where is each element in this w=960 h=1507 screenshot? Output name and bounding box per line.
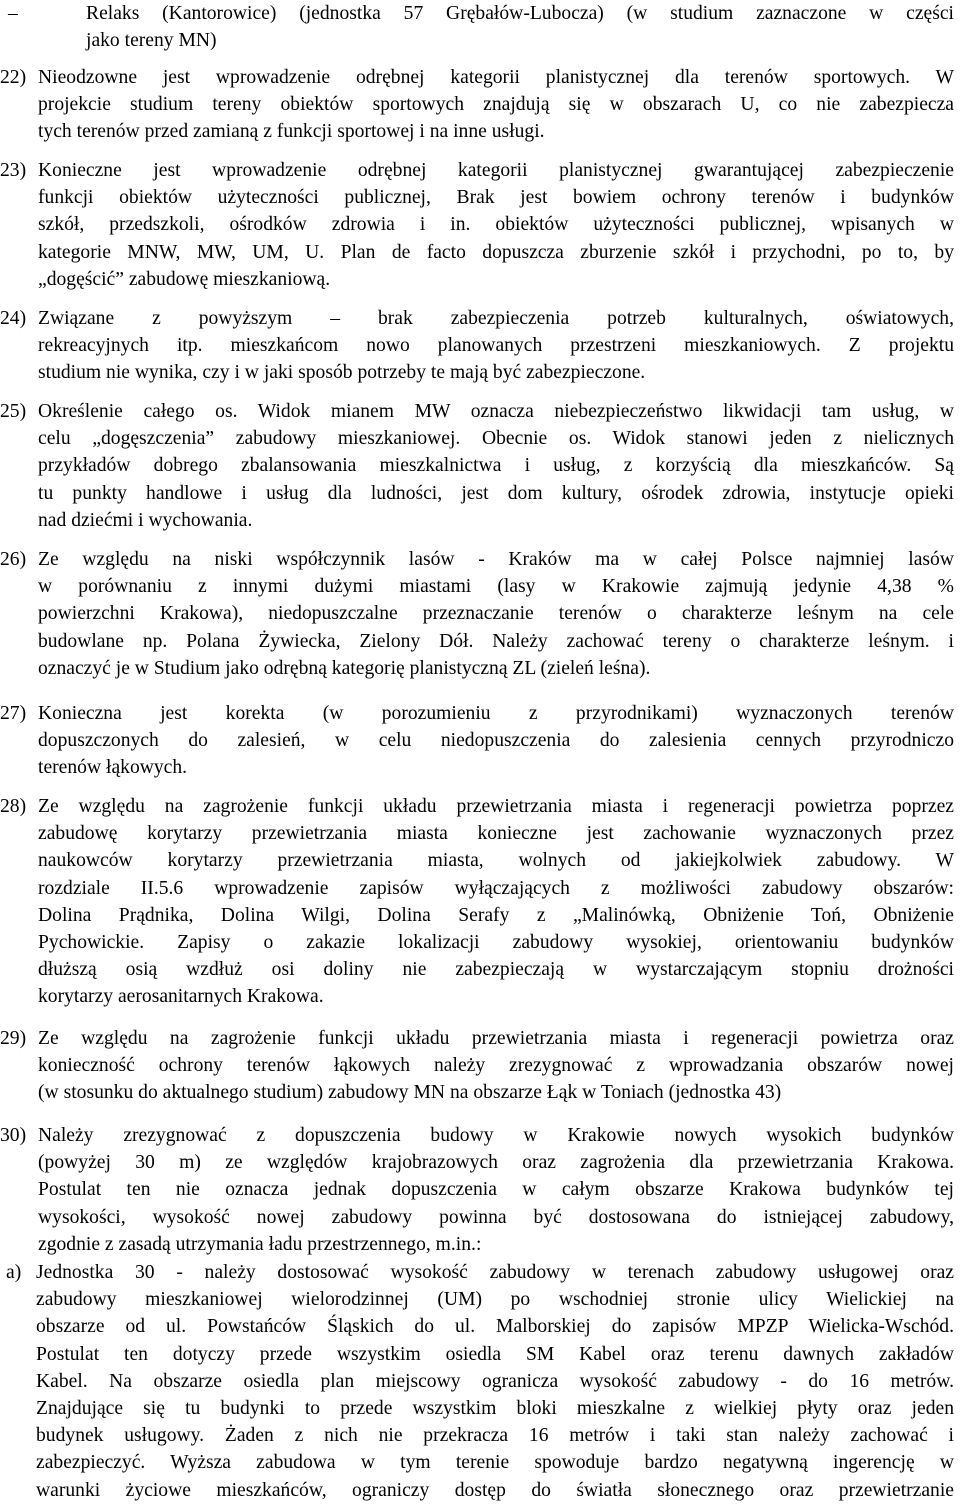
list-item (0, 1122, 954, 1258)
text-line: konieczność ochrony terenów łąkowych należy zrezygnować z wprowadzania obszarów nowej (38, 1055, 954, 1077)
list-item (0, 793, 954, 1011)
text-line: Postulat ten nie oznacza jednak dopuszczenia w całym obszarze Krakowa budynków tej (38, 1179, 954, 1201)
text-line: Dolina Prądnika, Dolina Wilgi, Dolina Serafy z „Malinówką, Obniżenie Toń, Obniżenie (38, 904, 954, 926)
text-line: Ze względu na zagrożenie funkcji układu przewietrzania miasta i regeneracji powietrza poprzez (38, 796, 954, 817)
item-marker: 25) (0, 401, 27, 422)
text-line: studium nie wynika, czy i w jaki sposób potrzeby te mają być zabezpieczone. (38, 362, 646, 384)
text-line: Ze względu na zagrożenie funkcji układu przewietrzania miasta i regeneracji powietrza oraz (38, 1028, 954, 1049)
item-marker: 27) (0, 703, 27, 724)
text-line: „dogęścić” zabudowę mieszkaniową. (38, 268, 331, 290)
text-line: warunki życiowe mieszkańców, ograniczy dostęp do światła słonecznego oraz przewietrzanie (36, 1479, 954, 1501)
text-line: zabudowy mieszkaniowej wielorodzinnej (UM) po wschodniej stronie ulicy Wielickiej na (36, 1289, 954, 1311)
text-line: Znajdujące się tu budynki to przede wszystkim bloki mieszkalne z wielkiej płyty oraz jeden (36, 1398, 954, 1420)
list-item (0, 157, 954, 293)
text-line: Związane z powyższym – brak zabezpieczenia potrzeb kulturalnych, oświatowych, (38, 308, 954, 329)
text-line: oznaczyć je w Studium jako odrębną kategorię planistyczną ZL (zieleń leśna). (38, 657, 651, 679)
text-line: Określenie całego os. Widok mianem MW oznacza niebezpieczeństwo likwidacji tam usług, w (38, 401, 954, 422)
item-marker: 24) (0, 308, 27, 329)
text-line: rozdziale II.5.6 wprowadzenie zapisów wyłączających z możliwości zabudowy obszarów: (38, 877, 954, 899)
item-marker: 26) (0, 549, 27, 570)
text-line: (powyżej 30 m) ze względów krajobrazowych oraz zagrożenia dla przewietrzania Krakowa. (38, 1152, 954, 1174)
list-item (0, 700, 954, 782)
text-line: wysokości, wysokość nowej zabudowy powinna być dostosowana do istniejącej zabudowy, (38, 1206, 954, 1228)
text-line: Nieodzowne jest wprowadzenie odrębnej kategorii planistycznej dla terenów sportowych. W (38, 67, 954, 88)
text-line: powierzchni Krakowa), niedopuszczalne przeznaczanie terenów o charakterze leśnym na cele (38, 603, 954, 625)
text-line: jako tereny MN) (86, 30, 217, 52)
item-marker: 28) (0, 796, 27, 817)
text-line: tu punkty handlowe i usług dla ludności, jest dom kultury, ośrodek zdrowia, instytucje opieki (38, 482, 954, 504)
text-line: Relaks (Kantorowice) (jednostka 57 Grębałów-Lubocza) (w studium zaznaczone w części (86, 3, 954, 24)
text-line: zabezpieczyć. Wyższa zabudowa w tym terenie spowoduje bardzo negatywną ingerencję w (36, 1452, 954, 1474)
text-line: rekreacyjnych itp. mieszkańcom nowo planowanych przestrzeni mieszkaniowych. Z projektu (38, 335, 954, 357)
text-line: Jednostka 30 - należy dostosować wysokość zabudowy w terenach zabudowy usługowej oraz (36, 1262, 954, 1283)
text-line: projekcie studium tereny obiektów sportowych znajdują się w obszarach U, co nie zabezpiecza (38, 94, 954, 116)
text-line: korytarzy aerosanitarnych Krakowa. (38, 986, 324, 1008)
text-line: nad dziećmi i wychowania. (38, 509, 253, 531)
text-line: funkcji obiektów użyteczności publicznej, Brak jest bowiem ochrony terenów i budynków (38, 187, 954, 209)
list-item (0, 1259, 954, 1504)
text-line: naukowców korytarzy przewietrzania miasta, wolnych od jakiejkolwiek zabudowy. W (38, 850, 954, 872)
text-line: Należy zrezygnować z dopuszczenia budowy w Krakowie nowych wysokich budynków (38, 1125, 954, 1146)
list-item (0, 0, 954, 54)
text-line: w porównaniu z innymi dużymi miastami (lasy w Krakowie zajmują jedynie 4,38 % (38, 576, 954, 598)
list-item (0, 546, 954, 682)
item-marker: 30) (0, 1125, 27, 1146)
text-line: celu „dogęszczenia” zabudowy mieszkaniowej. Obecnie os. Widok stanowi jeden z nielicznych (38, 428, 954, 450)
item-marker: – (8, 3, 18, 24)
text-line: dłuższą osią wzdłuż osi doliny nie zabezpieczają w wystarczającym stopniu drożności (38, 959, 954, 981)
text-line: budowlane np. Polana Żywiecka, Zielony Dół. Należy zachować tereny o charakterze leśnym. i (38, 630, 954, 652)
list-item (0, 398, 954, 534)
text-line: Pychowickie. Zapisy o zakazie lokalizacji zabudowy wysokiej, orientowaniu budynków (38, 932, 954, 954)
text-line: przykładów dobrego zbalansowania mieszkalnictwa i usług, z korzyścią dla mieszkańców. Są (38, 455, 954, 477)
list-item (0, 64, 954, 146)
text-line: zabudowę korytarzy przewietrzania miasta konieczne jest zachowanie wyznaczonych przez (38, 823, 954, 845)
text-line: Postulat ten dotyczy przede wszystkim osiedla SM Kabel oraz terenu dawnych zakładów (36, 1343, 954, 1365)
text-line: Konieczne jest wprowadzenie odrębnej kategorii planistycznej gwarantującej zabezpieczenie (38, 160, 954, 181)
item-marker: 29) (0, 1028, 27, 1049)
text-line: tych terenów przed zamianą z funkcji sportowej i na inne usługi. (38, 121, 545, 143)
item-marker: a) (6, 1262, 22, 1283)
text-line: budynek usługowy. Żaden z nich nie przekracza 16 metrów i taki stan należy zachować i (36, 1425, 954, 1447)
text-line: Ze względu na niski współczynnik lasów - Kraków ma w całej Polsce najmniej lasów (38, 549, 954, 570)
item-marker: 22) (0, 67, 27, 88)
text-line: (w stosunku do aktualnego studium) zabudowy MN na obszarze Łąk w Toniach (jednostka 43) (38, 1082, 782, 1104)
text-line: kategorie MNW, MW, UM, U. Plan de facto dopuszcza zburzenie szkół i przychodni, po to, by (38, 241, 954, 263)
text-line: dopuszczonych do zalesień, w celu niedopuszczenia do zalesienia cennych przyrodniczo (38, 730, 954, 752)
text-line: obszarze od ul. Powstańców Śląskich do ul. Malborskiej do zapisów MPZP Wielicka-Wschód. (36, 1316, 954, 1338)
text-line: Kabel. Na obszarze osiedla plan miejscowy ogranicza wysokość zabudowy - do 16 metrów. (36, 1370, 954, 1392)
item-marker: 23) (0, 160, 27, 181)
list-item (0, 1025, 954, 1107)
list-item (0, 305, 954, 387)
text-line: Konieczna jest korekta (w porozumieniu z przyrodnikami) wyznaczonych terenów (38, 703, 954, 724)
text-line: szkół, przedszkoli, ośrodków zdrowia i in. obiektów użyteczności publicznej, wpisanych w (38, 214, 954, 236)
text-line: zgodnie z zasadą utrzymania ładu przestrzennego, m.in.: (38, 1233, 482, 1255)
text-line: terenów łąkowych. (38, 757, 188, 779)
